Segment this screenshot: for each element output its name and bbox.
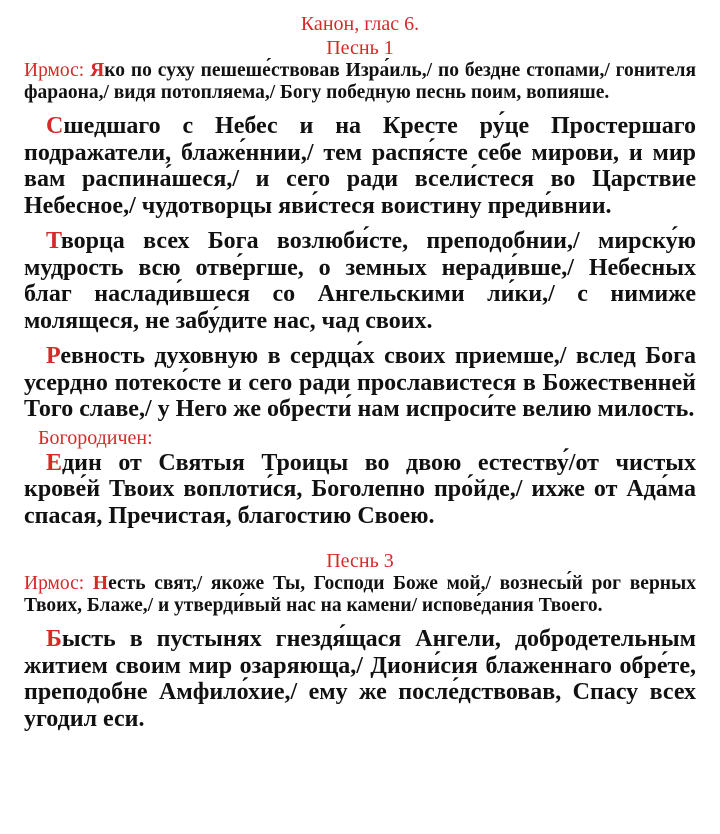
irmos-text: есть свят,/ якоже Ты, Господи Боже мой,/ вознесы́й рог верных Твоих, Блаже,/ и утверди́вый нас на камени/ испове́дания Твоего. xyxy=(24,573,696,616)
irmos-label: Ирмос: xyxy=(24,573,85,594)
troparion-text: ысть в пустынях гнездя́щася Ангели, добродетельным житием своим мир озаряюща,/ Диони́сия блаженнаго обре́те, преподобне Амфило́хие,/ ему же после́дствовав, Спасу всех угодил еси. xyxy=(24,626,696,732)
ode-1 xyxy=(24,36,696,529)
ode-1-troparion-1 xyxy=(24,113,696,219)
canon-page xyxy=(24,0,696,732)
irmos-label: Ирмос: xyxy=(24,60,85,81)
theotokion-label: Богородичен: xyxy=(38,426,153,449)
troparion-initial: С xyxy=(46,113,64,139)
theotokion-text: дин от Святыя Троицы во двою естеству́/от чистых крове́й Твоих воплоти́ся, Боголепно про́йде,/ ихже от Ада́ма спасая, Пречистая, благостию Своею. xyxy=(24,449,696,529)
ode-1-troparion-3 xyxy=(24,343,696,423)
ode-3 xyxy=(24,549,696,732)
ode-1-title: Песнь 1 xyxy=(326,37,394,59)
irmos-initial: Н xyxy=(92,573,109,594)
troparion-text: евность духовную в сердца́х своих приемше,/ вслед Бога усердно потеко́сте и сего ради прославистеся в Божественней Того славе,/ у Него же обрести́ нам испроси́те велию милость. xyxy=(24,343,696,422)
troparion-initial: Б xyxy=(46,626,62,652)
ode-1-theotokion xyxy=(24,450,696,530)
irmos-text: ко по суху пешеше́ствовав Изра́иль,/ по бездне стопами,/ гонителя фараона,/ видя потопляема,/ Богу победную песнь поим, вопияше. xyxy=(24,60,696,103)
ode-3-irmos xyxy=(24,573,696,617)
troparion-initial: Т xyxy=(46,228,61,254)
theotokion-initial: Е xyxy=(46,449,63,476)
irmos-initial: Я xyxy=(90,60,105,81)
ode-1-irmos xyxy=(24,60,696,104)
canon-title: Канон, глас 6. xyxy=(300,13,420,35)
troparion-text: ворца всех Бога возлюби́сте, преподобнии,/ мирску́ю мудрость всю отве́ргше, о земных неради́вше,/ Небесных благ наслади́вшеся со Ангельскими ли́ки,/ с нимиже молящеся, не забу́дите нас, чад своих. xyxy=(24,228,696,334)
ode-3-troparion-1 xyxy=(24,626,696,732)
troparion-initial: Р xyxy=(46,343,61,369)
troparion-text: шедшаго с Небес и на Кресте ру́це Простершаго подражатели, блаже́ннии,/ тем распя́сте себе мирови, и мир вам распина́шеся,/ и сего ради всели́стеся во Царствие Небесное,/ чудотворцы яви́стеся воистину преди́внии. xyxy=(24,113,696,219)
ode-3-title: Песнь 3 xyxy=(326,550,394,572)
ode-1-troparion-2 xyxy=(24,228,696,334)
